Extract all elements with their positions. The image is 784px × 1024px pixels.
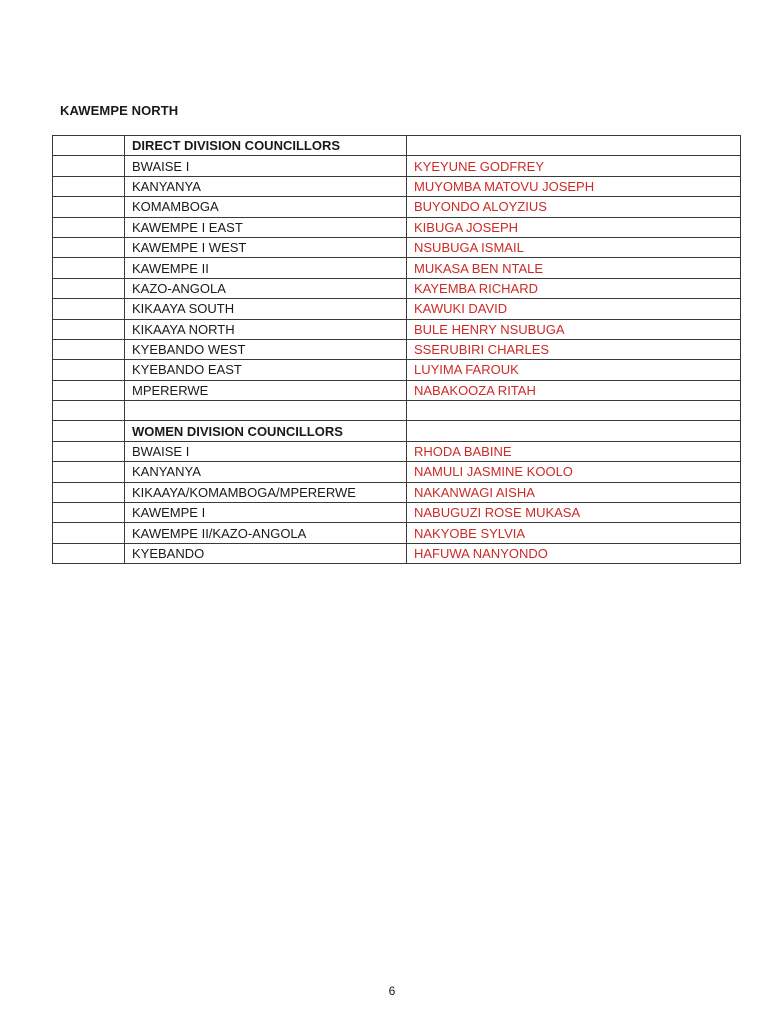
area-cell: KANYANYA (125, 462, 407, 482)
index-cell (53, 401, 125, 421)
page-number: 6 (388, 984, 396, 998)
section-heading: DIRECT DIVISION COUNCILLORS (125, 136, 407, 156)
councillor-name-cell: NSUBUGA ISMAIL (407, 237, 741, 257)
table-row (53, 258, 741, 278)
table-row (53, 156, 741, 176)
heading-name-cell (407, 136, 741, 156)
index-cell (53, 441, 125, 461)
area-cell: KYEBANDO WEST (125, 339, 407, 359)
table-row (53, 278, 741, 298)
index-cell (53, 462, 125, 482)
councillor-name-cell: NAKYOBE SYLVIA (407, 523, 741, 543)
index-cell (53, 523, 125, 543)
area-cell: KAWEMPE I EAST (125, 217, 407, 237)
table-row (53, 503, 741, 523)
empty-cell (125, 401, 407, 421)
area-cell: KOMAMBOGA (125, 197, 407, 217)
councillors-table (52, 135, 741, 564)
area-cell: KIKAAYA NORTH (125, 319, 407, 339)
area-cell: KYEBANDO EAST (125, 360, 407, 380)
councillor-name-cell: NAKANWAGI AISHA (407, 482, 741, 502)
table-row (53, 523, 741, 543)
councillor-name-cell: BULE HENRY NSUBUGA (407, 319, 741, 339)
index-cell (53, 156, 125, 176)
index-cell (53, 299, 125, 319)
area-cell: KAZO-ANGOLA (125, 278, 407, 298)
empty-cell (407, 401, 741, 421)
area-cell: MPERERWE (125, 380, 407, 400)
index-cell (53, 380, 125, 400)
area-cell: KAWEMPE I (125, 503, 407, 523)
index-cell (53, 136, 125, 156)
councillor-name-cell: KAWUKI DAVID (407, 299, 741, 319)
councillor-name-cell: NABAKOOZA RITAH (407, 380, 741, 400)
councillor-name-cell: KAYEMBA RICHARD (407, 278, 741, 298)
area-cell: BWAISE I (125, 156, 407, 176)
table-row (53, 339, 741, 359)
area-cell: KIKAAYA/KOMAMBOGA/MPERERWE (125, 482, 407, 502)
councillor-name-cell: HAFUWA NANYONDO (407, 543, 741, 563)
table-row (53, 543, 741, 563)
index-cell (53, 278, 125, 298)
table-row (53, 237, 741, 257)
area-cell: KANYANYA (125, 176, 407, 196)
councillor-name-cell: MUYOMBA MATOVU JOSEPH (407, 176, 741, 196)
index-cell (53, 217, 125, 237)
index-cell (53, 197, 125, 217)
index-cell (53, 258, 125, 278)
councillor-name-cell: RHODA BABINE (407, 441, 741, 461)
councillor-name-cell: SSERUBIRI CHARLES (407, 339, 741, 359)
area-cell: KIKAAYA SOUTH (125, 299, 407, 319)
table-row (53, 441, 741, 461)
councillor-name-cell: LUYIMA FAROUK (407, 360, 741, 380)
index-cell (53, 339, 125, 359)
area-cell: BWAISE I (125, 441, 407, 461)
councillor-name-cell: NAMULI JASMINE KOOLO (407, 462, 741, 482)
table-row (53, 360, 741, 380)
area-cell: KAWEMPE II/KAZO-ANGOLA (125, 523, 407, 543)
councillor-name-cell: BUYONDO ALOYZIUS (407, 197, 741, 217)
area-cell: KYEBANDO (125, 543, 407, 563)
area-cell: KAWEMPE I WEST (125, 237, 407, 257)
councillor-name-cell: MUKASA BEN NTALE (407, 258, 741, 278)
table-row (53, 176, 741, 196)
index-cell (53, 482, 125, 502)
index-cell (53, 421, 125, 441)
table-row (53, 299, 741, 319)
councillor-name-cell: KYEYUNE GODFREY (407, 156, 741, 176)
table-row (53, 482, 741, 502)
heading-name-cell (407, 421, 741, 441)
index-cell (53, 237, 125, 257)
councillor-name-cell: KIBUGA JOSEPH (407, 217, 741, 237)
index-cell (53, 543, 125, 563)
table-row (53, 462, 741, 482)
councillors-table-body (53, 136, 741, 564)
table-row (53, 217, 741, 237)
index-cell (53, 360, 125, 380)
section-heading: WOMEN DIVISION COUNCILLORS (125, 421, 407, 441)
women-heading-row (53, 421, 741, 441)
direct-heading-row (53, 136, 741, 156)
area-cell: KAWEMPE II (125, 258, 407, 278)
index-cell (53, 319, 125, 339)
index-cell (53, 176, 125, 196)
spacer-row (53, 401, 741, 421)
councillor-name-cell: NABUGUZI ROSE MUKASA (407, 503, 741, 523)
table-row (53, 319, 741, 339)
page-title: KAWEMPE NORTH (60, 103, 179, 118)
table-row (53, 380, 741, 400)
table-row (53, 197, 741, 217)
index-cell (53, 503, 125, 523)
